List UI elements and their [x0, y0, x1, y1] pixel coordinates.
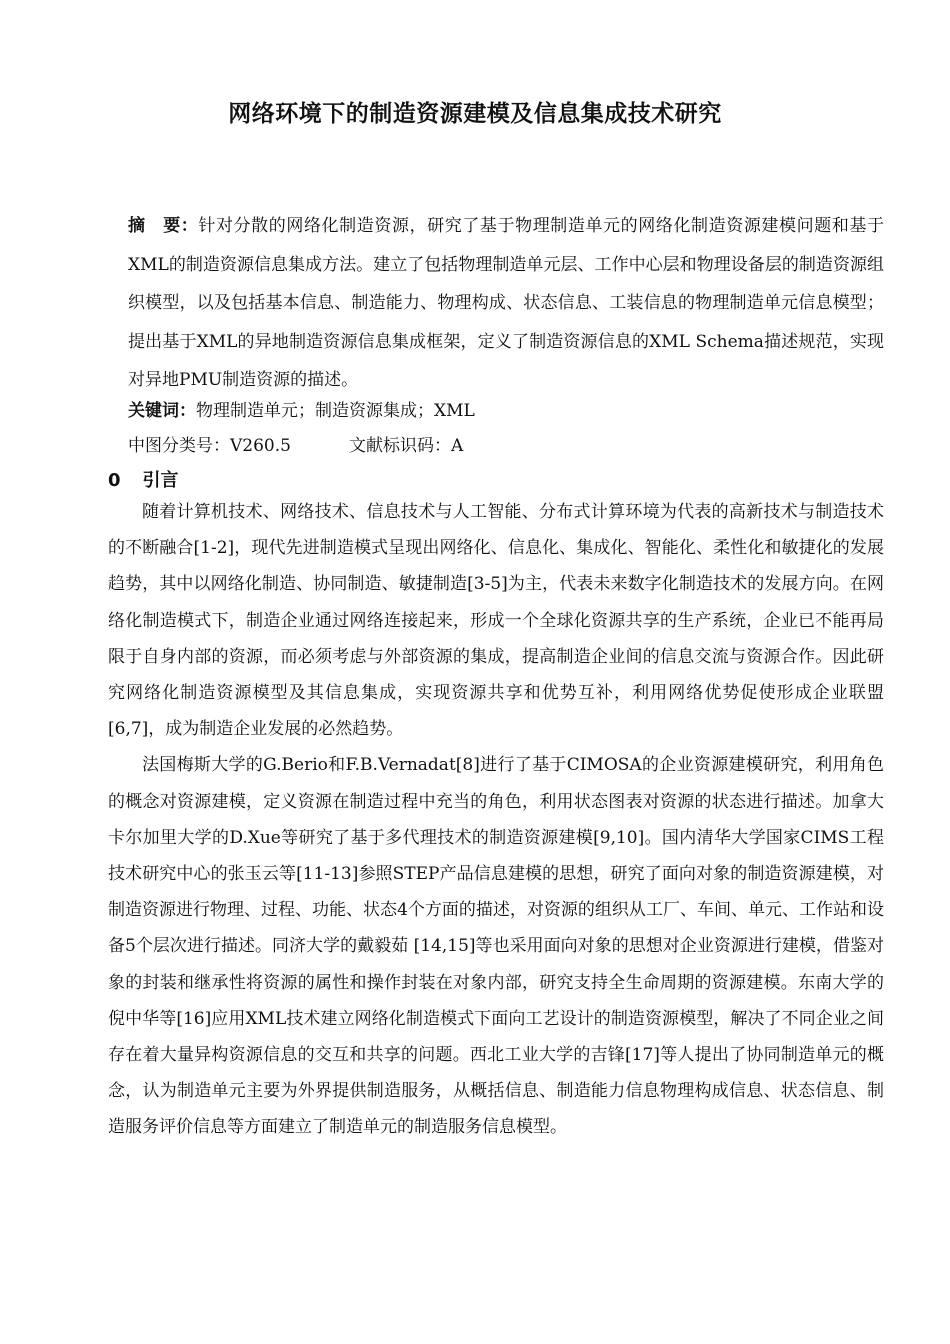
paper-title: 网络环境下的制造资源建模及信息集成技术研究: [228, 101, 722, 127]
keywords: [128, 396, 475, 421]
paragraph: 随着计算机技术、网络技术、信息技术与人工智能、分布式计算环境为代表的高新技术与制造技术的不断融合[1-2]，现代先进制造模式呈现出网络化、信息化、集成化、智能化、柔性化和敏捷化的发展趋势，其中以网络化制造、协同制造、敏捷制造[3-5]为主，代表未来数字化制造技术的发展方向。在网络化制造模式下，制造企业通过网络连接起来，形成一个全球化资源共享的生产系统，企业已不能再局限于自身内部的资源，而必须考虑与外部资源的集成，提高制造企业间的信息交流与资源合作。因此研究网络化制造资源模型及其信息集成，实现资源共享和优势互补，利用网络优势促使形成企业联盟[6,7]，成为制造企业发展的必然趋势。: [108, 502, 884, 740]
keywords-label: 关键词：: [128, 401, 196, 421]
document-code: 文献标识码：A: [348, 436, 464, 456]
abstract: [128, 207, 884, 400]
abstract-text: 针对分散的网络化制造资源，研究了基于物理制造单元的网络化制造资源建模问题和基于XML的制造资源信息集成方法。建立了包括物理制造单元层、工作中心层和物理设备层的制造资源组织模型，以及包括基本信息、制造能力、物理构成、状态信息、工装信息的物理制造单元信息模型；提出基于XML的异地制造资源信息集成框架，定义了制造资源信息的XML Schema描述规范，实现对异地PMU制造资源的描述。: [128, 216, 885, 390]
section-title: 引言: [142, 470, 179, 491]
clc-number: 中图分类号：V260.5: [128, 436, 291, 456]
classification-line: [128, 431, 463, 456]
paragraph: 法国梅斯大学的G.Berio和F.B.Vernadat[8]进行了基于CIMOSA的企业资源建模研究，利用角色的概念对资源建模，定义资源在制造过程中充当的角色，利用状态图表对资源的状态进行描述。加拿大卡尔加里大学的D.Xue等研究了基于多代理技术的制造资源建模[9,10]。国内清华大学国家CIMS工程技术研究中心的张玉云等[11-13]参照STEP产品信息建模的思想，研究了面向对象的制造资源建模，对制造资源进行物理、过程、功能、状态4个方面的描述，对资源的组织从工厂、车间、单元、工作站和设备5个层次进行描述。同济大学的戴毅茹 [14,15]等也采用面向对象的思想对企业资源进行建模，借鉴对象的封装和继承性将资源的属性和操作封装在对象内部，研究支持全生命周期的资源建模。东南大学的倪中华等[16]应用XML技术建立网络化制造模式下面向工艺设计的制造资源模型，解决了不同企业之间存在着大量异构资源信息的交互和共享的问题。西北工业大学的吉锋[17]等人提出了协同制造单元的概念，认为制造单元主要为外界提供制造服务，从概括信息、制造能力信息物理构成信息、状态信息、制造服务评价信息等方面建立了制造单元的制造服务信息模型。: [108, 755, 884, 1138]
body-text: [108, 494, 884, 1146]
section-heading: [108, 466, 179, 492]
abstract-label: 摘 要：: [128, 216, 199, 236]
section-number: 0: [108, 470, 121, 491]
keywords-text: 物理制造单元；制造资源集成；XML: [196, 401, 475, 421]
